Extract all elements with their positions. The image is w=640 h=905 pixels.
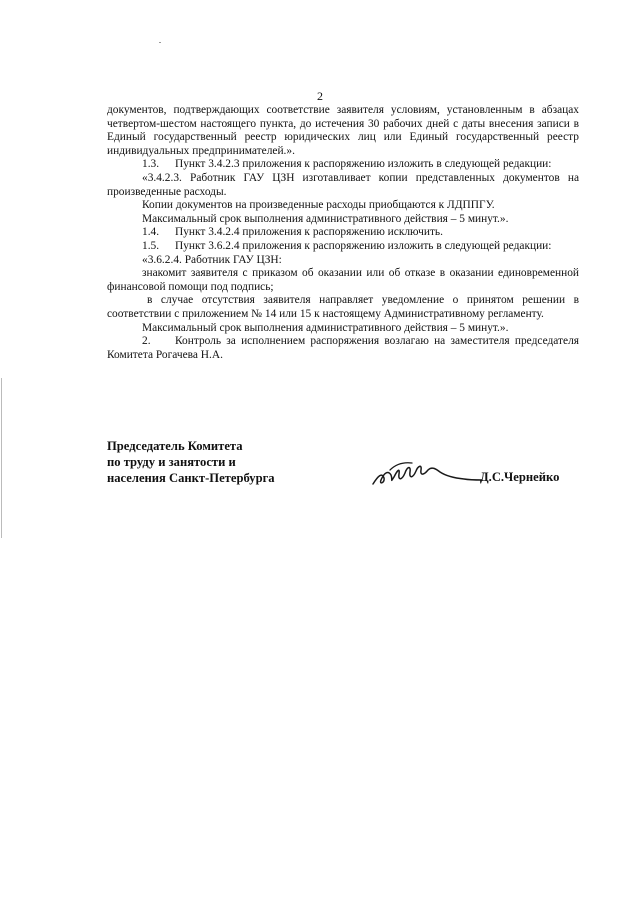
paragraph-acquaints: знакомит заявителя с приказом об оказании или об отказе в оказании единовременной финансовой помощи под подпись;	[107, 267, 579, 293]
paragraph-text: Пункт 3.4.2.3 приложения к распоряжению изложить в следующей редакции:	[175, 158, 552, 171]
paragraph-copies: Копии документов на произведенные расходы приобщаются к ЛДППГУ.	[142, 199, 495, 212]
paragraph-max-time-1: Максимальный срок выполнения административного действия – 5 минут.».	[142, 212, 509, 225]
page-number: 2	[317, 89, 323, 103]
scan-margin-line	[1, 378, 2, 538]
document-body	[107, 104, 579, 362]
paragraph-text: Пункт 3.4.2.4 приложения к распоряжению исключить.	[175, 226, 443, 239]
paragraph-3-4-2-3: «3.4.2.3. Работник ГАУ ЦЗН изготавливает копии представленных документов на произведенные расходы.	[107, 171, 579, 198]
item-number: 1.3.	[142, 158, 160, 171]
signatory-title-line: населения Санкт-Петербурга	[107, 471, 275, 485]
signatory-title-line: Председатель Комитета	[107, 439, 243, 453]
paragraph-1-4	[107, 226, 579, 240]
paragraph-1-3	[107, 158, 579, 172]
paragraph-text: Пункт 3.6.2.4 приложения к распоряжению изложить в следующей редакции:	[175, 239, 552, 252]
paragraph-continuation: документов, подтверждающих соответствие заявителя условиям, установленным в абзацах четвертом-шестом настоящего пункта, до истечения 30 рабочих дней с даты внесения записи в Единый государственный реестр юридических лиц или Единый государственный реестр индивидуальных предпринимателей.».	[107, 104, 579, 157]
item-number: 2.	[142, 335, 151, 348]
signatory-name: Д.С.Чернейко	[480, 470, 560, 484]
signatory-title	[107, 438, 275, 486]
item-number: 1.5.	[142, 239, 160, 252]
scan-speck	[159, 42, 161, 43]
paragraph-1-5	[107, 240, 579, 254]
handwritten-signature	[370, 458, 485, 492]
item-number: 1.4.	[142, 226, 160, 239]
paragraph-notification: в случае отсутствия заявителя направляет уведомление о принятом решении в соответствии с приложением № 14 или 15 к настоящему Административному регламенту.	[107, 294, 579, 320]
signatory-title-line: по труду и занятости и	[107, 455, 236, 469]
paragraph-max-time-2: Максимальный срок выполнения административного действия – 5 минут.».	[142, 321, 509, 334]
paragraph-2	[107, 335, 579, 362]
paragraph-text: Контроль за исполнением распоряжения возлагаю на заместителя председателя Комитета Рогачева Н.А.	[107, 335, 579, 361]
paragraph-3-6-2-4: «3.6.2.4. Работник ГАУ ЦЗН:	[142, 253, 282, 266]
